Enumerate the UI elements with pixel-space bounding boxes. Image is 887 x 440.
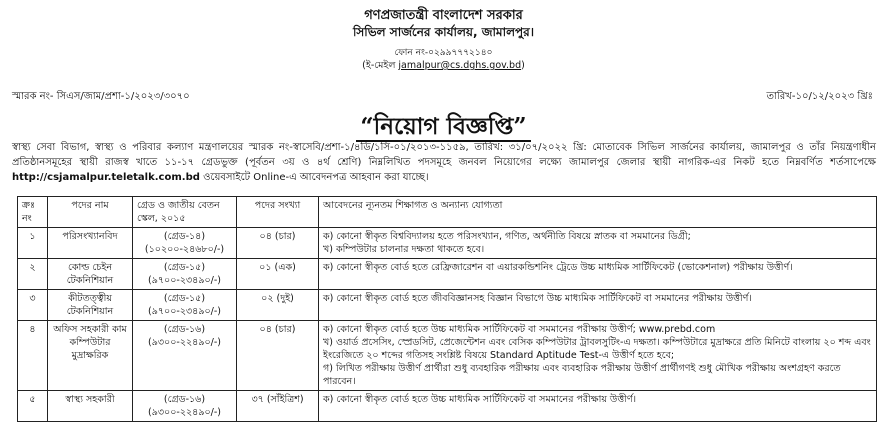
table-header-row [18,197,877,228]
email-link[interactable]: jamalpur@cs.dghs.gov.bd [398,60,522,71]
qualification-item: ক) কোনো স্বীকৃত বিশ্ববিদ্যালয় হতে পরিসংখ্যান, গণিত, অর্থনীতি বিষয়ে স্নাতক বা সমমানের ডিগ্রী; [323,231,691,242]
phone-number: ফোন নং-০২৯৯৭৭৭২১৪০ [394,48,493,58]
website-link[interactable]: http://csjamalpur.teletalk.com.bd [12,172,200,183]
pay-scale: (৯৩০০-২২৪৯০/-) [147,337,222,348]
memo-number: স্মারক নং- সিএস/জাম/প্রশা-১/২০২৩/৩০৭০ [12,91,190,102]
intro-text-2: ওয়েবসাইটে Online-এ আবেদনপত্র আহবান করা যাচ্ছে। [199,172,429,183]
cell-grade [133,391,237,422]
cell-serial: ৪ [18,321,48,391]
government-title: গণপ্রজাতন্ত্রী বাংলাদেশ সরকার [364,8,523,23]
cell-qualification [319,259,877,290]
pay-scale: (৯৭০০-২৩৪৯০/-) [147,275,222,286]
notice-title-text: “নিয়োগ বিজ্ঞপ্তি” [356,113,530,142]
table-row [18,228,877,259]
vacancy-table [17,196,877,422]
cell-serial: ৫ [18,391,48,422]
cell-grade [133,228,237,259]
email-prefix: (ই-মেইল [362,60,399,71]
qualification-item: ক) কোনো স্বীকৃত বোর্ড হতে রেফ্রিজারেশন বা এয়ারকন্ডিশনিং ট্রেডে উচ্চ মাধ্যমিক সার্টিফিকেট (ভোকেশনাল) পরীক্ষায় উত্তীর্ণ। [323,262,793,273]
table-row [18,259,877,290]
grade-label: (গ্রেড-১৫) [163,293,206,304]
grade-label: (গ্রেড-১৪) [163,231,206,242]
grade-label: (গ্রেড-১৬) [163,394,206,405]
office-title: সিভিল সার্জনের কার্যালয়, জামালপুর। [352,25,535,39]
cell-qualification [319,321,877,391]
memo-date: তারিখ-১০/১২/২০২৩ খ্রিঃ [766,91,873,102]
intro-text-1: স্বাস্থ্য সেবা বিভাগ, স্বাস্থ্য ও পরিবার কল্যাণ মন্ত্রণালয়ের স্মারক নং-স্বাসেবি/প্রশা-১/৪ডি/১সি-০১/২০১৩-১১৫৯, তারিখ: ৩১/০৭/২০২২ খ্রি: মোতাবেক সিভিল সার্জনের কার্যালয়, জামালপুর ও তাঁর নিয়ন্ত্রণাধীন প্রতিষ্ঠানসমূহের স্থায়ী রাজস্ব খাতে ১১-১৭ গ্রেডভুক্ত (পূর্বতন ৩য় ও ৪র্থ শ্রেণি) নিম্নলিখিত পদসমূহে জনবল নিয়োগের লক্ষ্যে জামালপুর জেলার স্থায়ী নাগরিক-এর নিকট হতে নিম্নবর্ণিত শর্তসাপেক্ষে [12,142,876,168]
cell-grade [133,321,237,391]
cell-count: ০৪ (চার) [237,228,319,259]
qualification-item: খ) কম্পিউটার চালনার দক্ষতা থাকতে হবে। [323,244,485,255]
grade-label: (গ্রেড-১৬) [163,324,206,335]
qualification-item: ক) কোনো স্বীকৃত বোর্ড হতে জীববিজ্ঞানসহ বিজ্ঞান বিভাগে উচ্চ মাধ্যমিক সার্টিফিকেট বা সমমানের পরীক্ষায় উত্তীর্ণ। [323,293,752,304]
email-suffix: ) [521,60,525,71]
cell-post: কোল্ড চেইন টেকনিশিয়ান [48,259,133,290]
cell-qualification [319,228,877,259]
table-row [18,391,877,422]
cell-grade [133,259,237,290]
intro-paragraph [12,140,876,185]
qualification-item: ক) কোনো স্বীকৃত বোর্ড হতে উচ্চ মাধ্যমিক সার্টিফিকেট বা সমমানের পরীক্ষায় উত্তীর্ণ। [323,394,636,405]
header-serial: ক্রঃ নং [18,197,48,228]
cell-count: ০২ (দুই) [237,290,319,321]
pay-scale: (৯৩০০-২২৪৯০/-) [147,407,222,418]
cell-serial: ২ [18,259,48,290]
table-row [18,290,877,321]
cell-post: কীটতত্ত্বীয় টেকনিশিয়ান [48,290,133,321]
pay-scale: (১০২০০-২৪৬৮০/-) [144,244,225,255]
cell-count: ০১ (এক) [237,259,319,290]
cell-serial: ৩ [18,290,48,321]
email-line [0,59,887,74]
header-post: পদের নাম [48,197,133,228]
cell-qualification [319,290,877,321]
cell-count: ০৪ (চার) [237,321,319,391]
cell-grade [133,290,237,321]
cell-post: পরিসংখ্যানবিদ [48,228,133,259]
header-qualification: আবেদনের ন্যূনতম শিক্ষাগত ও অন্যান্য যোগ্যতা [319,197,877,228]
cell-post: অফিস সহকারী কাম কম্পিউটার মুদ্রাক্ষরিক [48,321,133,391]
cell-qualification [319,391,877,422]
cell-count: ৩৭ (সাঁইত্রিশ) [237,391,319,422]
qualification-item: খ) ওয়ার্ড প্রসেসিং, স্প্রেডসিট, প্রেজেন্টেশন এবং বেসিক কম্পিউটার ট্রাবলসুটিং-এ দক্ষতা। কম্পিউটারে মুদ্রাক্ষরে প্রতি মিনিটে বাংলায় ২০ শব্দ এবং ইংরেজিতে ২০ শব্দের গতিসহ সংশ্লিষ্ট বিষয়ে Standard Aptitude Test-এ উত্তীর্ণ হতে হবে; [323,337,871,361]
header-count: পদের সংখ্যা [237,197,319,228]
cell-serial: ১ [18,228,48,259]
pay-scale: (৯৭০০-২৩৪৯০/-) [147,306,222,317]
grade-label: (গ্রেড-১৫) [163,262,206,273]
table-row [18,321,877,391]
qualification-item: গ) লিখিত পরীক্ষায় উত্তীর্ণ প্রার্থীরা শুধু ব্যবহারিক পরীক্ষায় এবং ব্যবহারিক পরীক্ষায় উত্তীর্ণ প্রার্থীগণই শুধু মৌখিক পরীক্ষায় অংশগ্রহণ করতে পারবেন। [323,363,841,387]
cell-post: স্বাস্থ্য সহকারী [48,391,133,422]
qualification-item: ক) কোনো স্বীকৃত বোর্ড হতে উচ্চ মাধ্যমিক সার্টিফিকেট বা সমমানের পরীক্ষায় উত্তীর্ণ; www.prebd.com [323,324,716,335]
header-grade: গ্রেড ও জাতীয় বেতন স্কেল, ২০১৫ [133,197,237,228]
